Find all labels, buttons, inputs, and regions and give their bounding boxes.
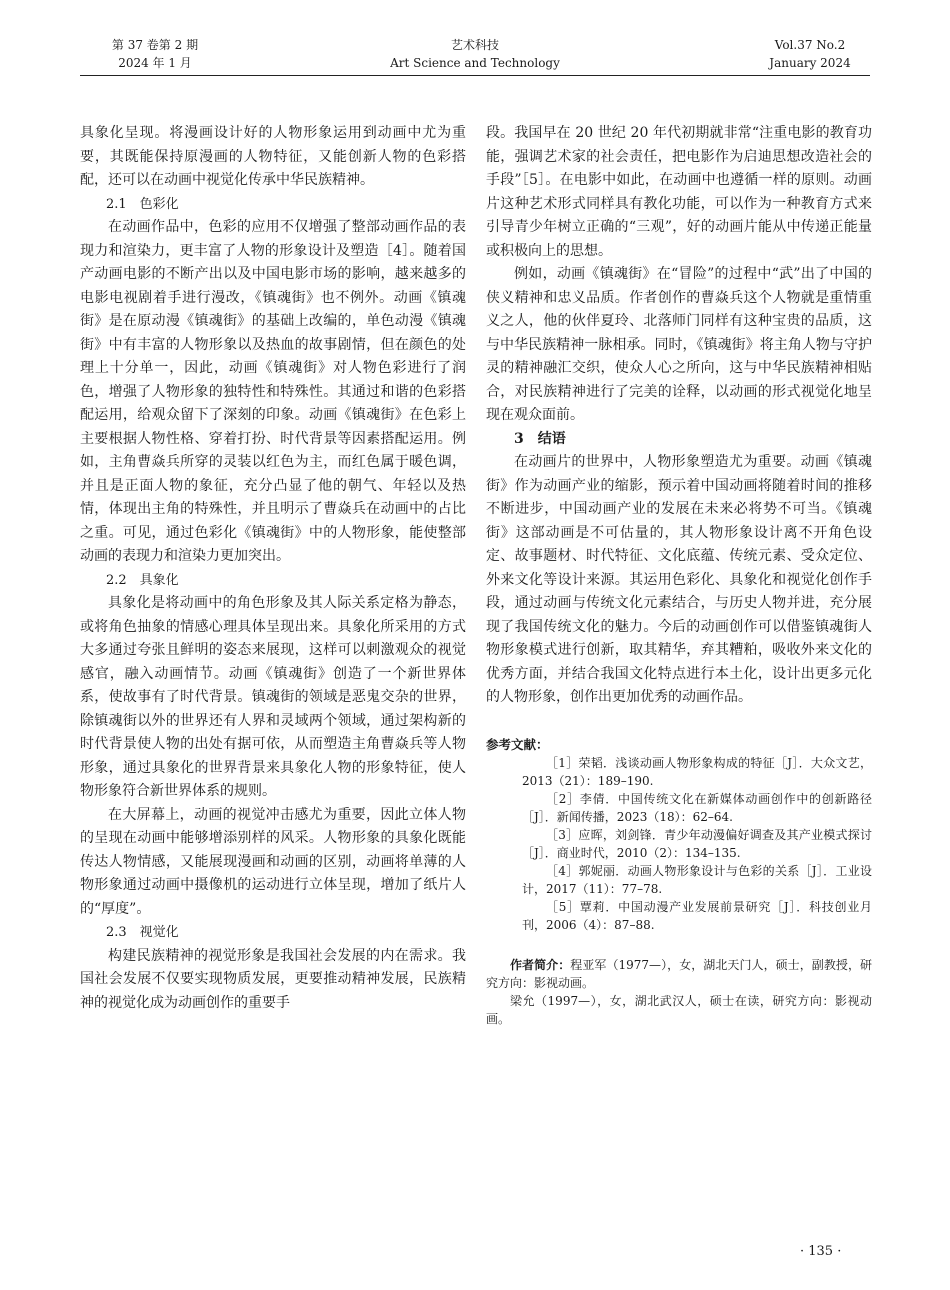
journal-title <box>375 36 575 72</box>
author-bio <box>486 956 872 1028</box>
paragraph: 段。我国早在 20 世纪 20 年代初期就非常“注重电影的教育功能，强调艺术家的社会责任，把电影作为启迪思想改造社会的手段”［5］。在电影中如此，在动画中也遵循一样的原则。动画片这种艺术形式同样具有教化功能，可以作为一种教育方式来引导青少年树立正确的“三观”，好的动画片能从中传递正能量或积极向上的思想。 <box>486 125 872 259</box>
journal-issue <box>90 36 220 72</box>
journal-issue-en <box>760 36 860 72</box>
paragraph: 在大屏幕上，动画的视觉冲击感尤为重要，因此立体人物的呈现在动画中能够增添别样的风采。人物形象的具象化既能传达人物情感，又能展现漫画和动画的区别，动画将单薄的人物形象通过动画中摄像机的运动进行立体呈现，增加了纸片人的“厚度”。 <box>80 806 466 917</box>
section-heading-2-1: 2.1 色彩化 <box>106 196 179 212</box>
right-column <box>486 122 872 1028</box>
reference-item: ［4］郭妮丽．动画人物形象设计与色彩的关系［J］．工业设计，2017（11）：77–78. <box>522 863 872 896</box>
reference-item: ［3］应晖，刘剑锋．青少年动漫偏好调查及其产业模式探讨［J］．商业时代，2010（2）：134–135. <box>522 827 872 860</box>
reference-item: ［1］荣韬．浅谈动画人物形象构成的特征［J］．大众文艺，2013（21）：189–190. <box>522 755 872 788</box>
journal-title-cn: 艺术科技 <box>450 38 499 52</box>
issue-volume: 第 37 卷第 2 期 <box>111 38 199 52</box>
reference-item: ［5］覃莉．中国动漫产业发展前景研究［J］．科技创业月刊，2006（4）：87–88. <box>522 899 872 932</box>
paragraph: 在动画片的世界中，人物形象塑造尤为重要。动画《镇魂街》作为动画产业的缩影，预示着中国动画将随着时间的推移不断进步，中国动画产业的发展在未来必将势不可当。《镇魂街》这部动画是不可估量的，其人物形象设计离不开角色设定、故事题材、时代特征、文化底蕴、传统元素、受众定位、外来文化等设计来源。其运用色彩化、具象化和视觉化创作手段，通过动画与传统文化元素结合，与历史人物并进，充分展现了我国传统文化的魅力。今后的动画创作可以借鉴镇魂街人物形象模式进行创新，取其精华，弃其糟粕，吸收外来文化的优秀方面，并结合我国文化特点进行本土化，设计出更多元化的人物形象，创作出更加优秀的动画作品。 <box>486 454 872 705</box>
journal-title-en: Art Science and Technology <box>390 56 560 70</box>
paragraph: 具象化是将动画中的角色形象及其人际关系定格为静态，或将角色抽象的情感心理具体呈现出来。具象化所采用的方式大多通过夸张且鲜明的姿态来展现，这样可以刺激观众的视觉感官，融入动画情节。动画《镇魂街》创造了一个新世界体系，使故事有了时代背景。镇魂街的领域是恶鬼交杂的世界，除镇魂街以外的世界还有人界和灵域两个领域，通过架构新的时代背景使人物的出处有据可依，从而塑造主角曹焱兵等人物形象，通过具象化的世界背景来具象化人物的形象特征，使人物形象符合新世界体系的规则。 <box>80 595 466 799</box>
paragraph: 在动画作品中，色彩的应用不仅增强了整部动画作品的表现力和渲染力，更丰富了人物的形象设计及塑造［4］。随着国产动画电影的不断产出以及中国电影市场的影响，越来越多的电影电视剧着手进行漫改，《镇魂街》也不例外。动画《镇魂街》是在原动漫《镇魂街》的基础上改编的，单色动漫《镇魂街》中有丰富的人物形象以及热血的故事剧情，但在颜色的处理上十分单一，因此，动画《镇魂街》对人物色彩进行了润色，增强了人物形象的独特性和特殊性。其通过和谐的色彩搭配运用，给观众留下了深刻的印象。动画《镇魂街》在色彩上主要根据人物性格、穿着打扮、时代背景等因素搭配运用。例如，主角曹焱兵所穿的灵装以红色为主，而红色属于暖色调，并且是正面人物的象征，充分凸显了他的朝气、年轻以及热情，体现出主角的特殊性，并且明示了曹焱兵在动画中的占比之重。可见，通过色彩化《镇魂街》中的人物形象，能使整部动画的表现力和渲染力更加突出。 <box>80 219 466 564</box>
author-bio-2: 梁允（1997—），女，湖北武汉人，硕士在读，研究方向：影视动画。 <box>486 993 872 1026</box>
section-heading-2-2: 2.2 具象化 <box>106 572 179 588</box>
issue-date: 2024 年 1 月 <box>118 56 192 70</box>
section-heading-3: 3 结语 <box>514 430 566 447</box>
paragraph: 具象化呈现。将漫画设计好的人物形象运用到动画中尤为重要，其既能保持原漫画的人物特征，又能创新人物的色彩搭配，还可以在动画中视觉化传承中华民族精神。 <box>80 125 466 188</box>
left-column <box>80 122 466 1015</box>
page-number: · 135 · <box>800 1244 842 1259</box>
reference-item: ［2］李倩．中国传统文化在新媒体动画创作中的创新路径［J］．新闻传播，2023（18）：62–64. <box>522 791 872 824</box>
section-heading-2-3: 2.3 视觉化 <box>106 925 179 940</box>
author-bio-1: 程亚军（1977—），女，湖北天门人，硕士，副教授，研究方向：影视动画。 <box>486 957 872 990</box>
header-rule <box>80 75 870 76</box>
references-heading: 参考文献： <box>486 736 549 752</box>
issue-date-en: January 2024 <box>769 56 851 70</box>
issue-volume-en: Vol.37 No.2 <box>774 38 846 52</box>
paragraph: 构建民族精神的视觉形象是我国社会发展的内在需求。我国社会发展不仅要实现物质发展，更要推动精神发展，民族精神的视觉化成为动画创作的重要手 <box>80 947 466 1011</box>
paragraph: 例如，动画《镇魂街》在“冒险”的过程中“武”出了中国的侠义精神和忠义品质。作者创作的曹焱兵这个人物就是重情重义之人，他的伙伴夏玲、北落师门同样有这种宝贵的品质，这与中华民族精神一脉相承。同时，《镇魂街》将主角人物与守护灵的精神融汇交织，使众人心之所向，这与中华民族精神相贴合，对民族精神进行了完美的诠释，以动画的形式视觉化地呈现在观众面前。 <box>486 266 872 423</box>
author-bio-label: 作者简介： <box>510 957 571 972</box>
